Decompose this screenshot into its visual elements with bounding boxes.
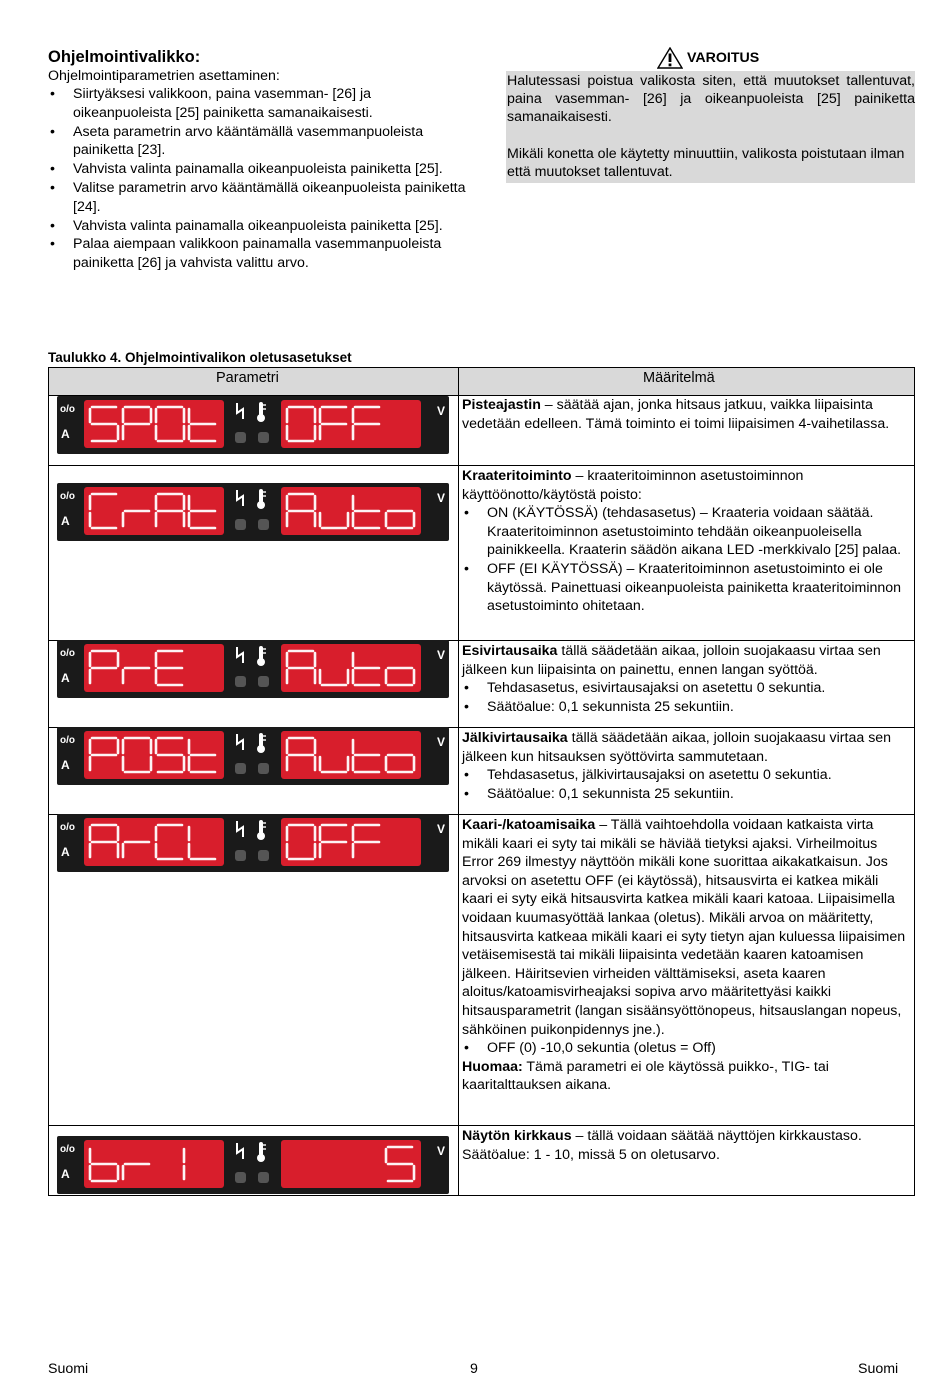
display-panel [57, 396, 449, 454]
led-indicator [258, 1172, 269, 1183]
amps-indicator: A [61, 427, 70, 441]
display-panel [57, 1136, 449, 1194]
steps-list [48, 85, 468, 273]
table-header [49, 368, 914, 396]
led-indicator [235, 763, 246, 774]
term: Näytön kirkkaus [462, 1128, 572, 1144]
note-text: Tämä parametri ei ole käytössä puikko-, TIG- tai kaaritalttauksen aikana. [462, 1058, 829, 1094]
section-title: Ohjelmointivalikko: [48, 48, 201, 66]
warning-text: Mikäli konetta ole käytetty minuuttiin, valikosta poistutaan ilman että muutokset tallentuvat. [507, 145, 905, 180]
definition-text: – säätää ajan, jonka hitsaus jatkuu, vaikka liipaisinta vedetään edelleen. Tämä toiminto ei toimi liipaisimen 4-vaihetilassa. [462, 397, 890, 432]
list-item: • ON (KÄYTÖSSÄ) (tehdasasetus) – Kraateria voidaan säätää. Kraateritoiminnon asetustoiminto tehdään oikeanpuoleisella painikkeella. Kraaterin säädön aikana LED -merkkivalo [25] palaa. [462, 504, 912, 560]
definition-cell [462, 467, 912, 616]
thermal-icon [234, 487, 270, 513]
right-display-digits [281, 400, 421, 448]
definition-text: tällä säädetään aikaa, jolloin suojakaasu virtaa sen jälkeen kun liipaisinta on painettu, ennen langan syöttöä. [462, 643, 881, 678]
status-indicators [234, 644, 270, 692]
wire-feed-indicator: o/o [60, 648, 75, 659]
left-display [84, 818, 224, 866]
left-display [84, 487, 224, 535]
list-item: • Säätöalue: 0,1 sekunnista 25 sekuntiin. [462, 698, 912, 717]
right-display-digits [281, 818, 421, 866]
right-display-digits [281, 644, 421, 692]
status-indicators [234, 400, 270, 448]
footer-language-left: Suomi [48, 1361, 89, 1377]
list-item: • Vahvista valinta painamalla oikeanpuoleista painiketta [25]. [48, 160, 468, 179]
left-display-digits [84, 1140, 224, 1188]
list-item: • Tehdasasetus, jälkivirtausajaksi on asetettu 0 sekuntia. [462, 766, 912, 785]
settings-table [48, 367, 915, 1196]
led-indicator [235, 676, 246, 687]
display-panel [57, 814, 449, 872]
amps-indicator: A [61, 845, 70, 859]
volts-indicator: V [437, 1144, 446, 1158]
left-display-digits [84, 400, 224, 448]
definition-text: tällä säädetään aikaa, jolloin suojakaasu virtaa sen jälkeen kun hitsauksen syöttövirta sammutetaan. [462, 730, 892, 765]
term: Jälkivirtausaika [462, 730, 568, 746]
display-panel [57, 727, 449, 785]
left-display-digits [84, 818, 224, 866]
left-display-digits [84, 487, 224, 535]
list-item: • OFF (0) -10,0 sekuntia (oletus = Off) [462, 1039, 912, 1058]
column-header-parameter: Parametri [216, 370, 279, 386]
left-display-digits [84, 731, 224, 779]
definition-text: – Tällä vaihtoehdolla voidaan katkaista virta mikäli kaari ei syty tai mikäli se häviää tietyksi ajaksi. Virheilmoitus Error 269 ilmestyy näyttöön mikäli kone suorittaa aikakatkaisun. Jos arvoksi on asetettu OFF (ei käytössä), hitsausvirta ei katkea mikäli kaari ei syty eikä hitsausvirta katkea mikäli kaari katoaa. Liipaisimella voidaan kuumasyöttää lankaa (oletus). Mikäli arvoa on määritetty, hitsausvirta katkeaa mikäli kaari ei syty tietyn ajan kuluessa liipaisimen vetäisemisestä tai mikäli liipaisinta vedetään kaaren katoamisen jälkeen. Häiritsevien virheiden välttämiseksi, aseta kaaren aloitus/katoamisvirheajaksi sopiva arvo määritettyäsi kaikki hitsausparametrit (langan sisäänsyöttönopeus, hitsauslangan nopeus, sähköinen puikonpidennys jne.). [462, 817, 906, 1038]
led-indicator [258, 763, 269, 774]
amps-indicator: A [61, 758, 70, 772]
thermal-icon [234, 1140, 270, 1166]
term: Pisteajastin [462, 397, 541, 413]
left-display-digits [84, 644, 224, 692]
amps-indicator: A [61, 671, 70, 685]
column-header-definition: Määritelmä [643, 370, 715, 386]
definition-text: – tällä voidaan säätää näyttöjen kirkkaustaso. Säätöalue: 1 - 10, missä 5 on oletusarvo. [462, 1128, 862, 1163]
right-display [281, 731, 421, 779]
section-subtitle: Ohjelmointiparametrien asettaminen: [48, 68, 280, 84]
wire-feed-indicator: o/o [60, 1144, 75, 1155]
led-indicator [258, 432, 269, 443]
definition-text: – kraateritoiminnon asetustoiminnon käyttöönotto/käytöstä poisto: [462, 468, 804, 503]
display-panel [57, 640, 449, 698]
volts-indicator: V [437, 491, 446, 505]
right-display [281, 818, 421, 866]
left-display [84, 731, 224, 779]
thermal-icon [234, 644, 270, 670]
warning-title: VAROITUS [687, 50, 760, 66]
term: Esivirtausaika [462, 643, 558, 659]
definition-cell [462, 729, 912, 803]
thermal-icon [234, 400, 270, 426]
amps-indicator: A [61, 514, 70, 528]
volts-indicator: V [437, 735, 446, 749]
volts-indicator: V [437, 648, 446, 662]
wire-feed-indicator: o/o [60, 404, 75, 415]
right-display-digits [281, 1140, 421, 1188]
list-item: • Siirtyäksesi valikkoon, paina vasemman- [26] ja oikeanpuoleista [25] painiketta samanaikaisesti. [48, 85, 468, 123]
display-panel [57, 483, 449, 541]
definition-cell [462, 396, 912, 433]
warning-triangle-icon [657, 47, 683, 69]
list-item: • Palaa aiempaan valikkoon painamalla vasemmanpuoleista painiketta [26] ja vahvista valittu arvo. [48, 235, 468, 273]
right-display-digits [281, 731, 421, 779]
warning-header [657, 47, 759, 69]
definition-cell [462, 816, 912, 1095]
volts-indicator: V [437, 404, 446, 418]
led-indicator [235, 519, 246, 530]
left-display [84, 400, 224, 448]
programming-intro [48, 48, 468, 273]
status-indicators [234, 731, 270, 779]
wire-feed-indicator: o/o [60, 735, 75, 746]
list-item: • Tehdasasetus, esivirtausajaksi on asetettu 0 sekuntia. [462, 679, 912, 698]
thermal-icon [234, 818, 270, 844]
warning-text: Halutessasi poistua valikosta siten, että muutokset tallentuvat, paina vasemman- [26] ja oikeanpuoleista [25] painiketta samanaikaisesti. [507, 73, 915, 126]
page-number: 9 [470, 1361, 478, 1377]
definition-cell [462, 1127, 912, 1164]
table-caption: Taulukko 4. Ohjelmointivalikon oletusasetukset [48, 350, 352, 365]
led-indicator [235, 1172, 246, 1183]
status-indicators [234, 487, 270, 535]
status-indicators [234, 818, 270, 866]
note-label: Huomaa: [462, 1058, 523, 1075]
right-display [281, 1140, 421, 1188]
amps-indicator: A [61, 1167, 70, 1181]
term: Kaari-/katoamisaika [462, 817, 596, 833]
wire-feed-indicator: o/o [60, 822, 75, 833]
warning-box [506, 71, 915, 183]
left-display [84, 1140, 224, 1188]
led-indicator [258, 519, 269, 530]
right-display [281, 400, 421, 448]
right-display-digits [281, 487, 421, 535]
list-item: • Aseta parametrin arvo kääntämällä vasemmanpuoleista painiketta [23]. [48, 123, 468, 161]
right-display [281, 487, 421, 535]
led-indicator [235, 432, 246, 443]
left-display [84, 644, 224, 692]
wire-feed-indicator: o/o [60, 491, 75, 502]
led-indicator [258, 676, 269, 687]
term: Kraateritoiminto [462, 468, 572, 484]
led-indicator [258, 850, 269, 861]
list-item: • OFF (EI KÄYTÖSSÄ) – Kraateritoiminnon asetustoiminto ei ole käytössä. Painettuasi oikeanpuoleista painiketta kraateritoiminnon asetustoiminto ohitetaan. [462, 560, 912, 616]
list-item: • Valitse parametrin arvo kääntämällä oikeanpuoleista painiketta [24]. [48, 179, 468, 217]
volts-indicator: V [437, 822, 446, 836]
led-indicator [235, 850, 246, 861]
status-indicators [234, 1140, 270, 1188]
right-display [281, 644, 421, 692]
list-item: • Vahvista valinta painamalla oikeanpuoleista painiketta [25]. [48, 217, 468, 236]
thermal-icon [234, 731, 270, 757]
list-item: • Säätöalue: 0,1 sekunnista 25 sekuntiin. [462, 785, 912, 804]
footer-language-right: Suomi [858, 1361, 899, 1377]
definition-cell [462, 642, 912, 716]
